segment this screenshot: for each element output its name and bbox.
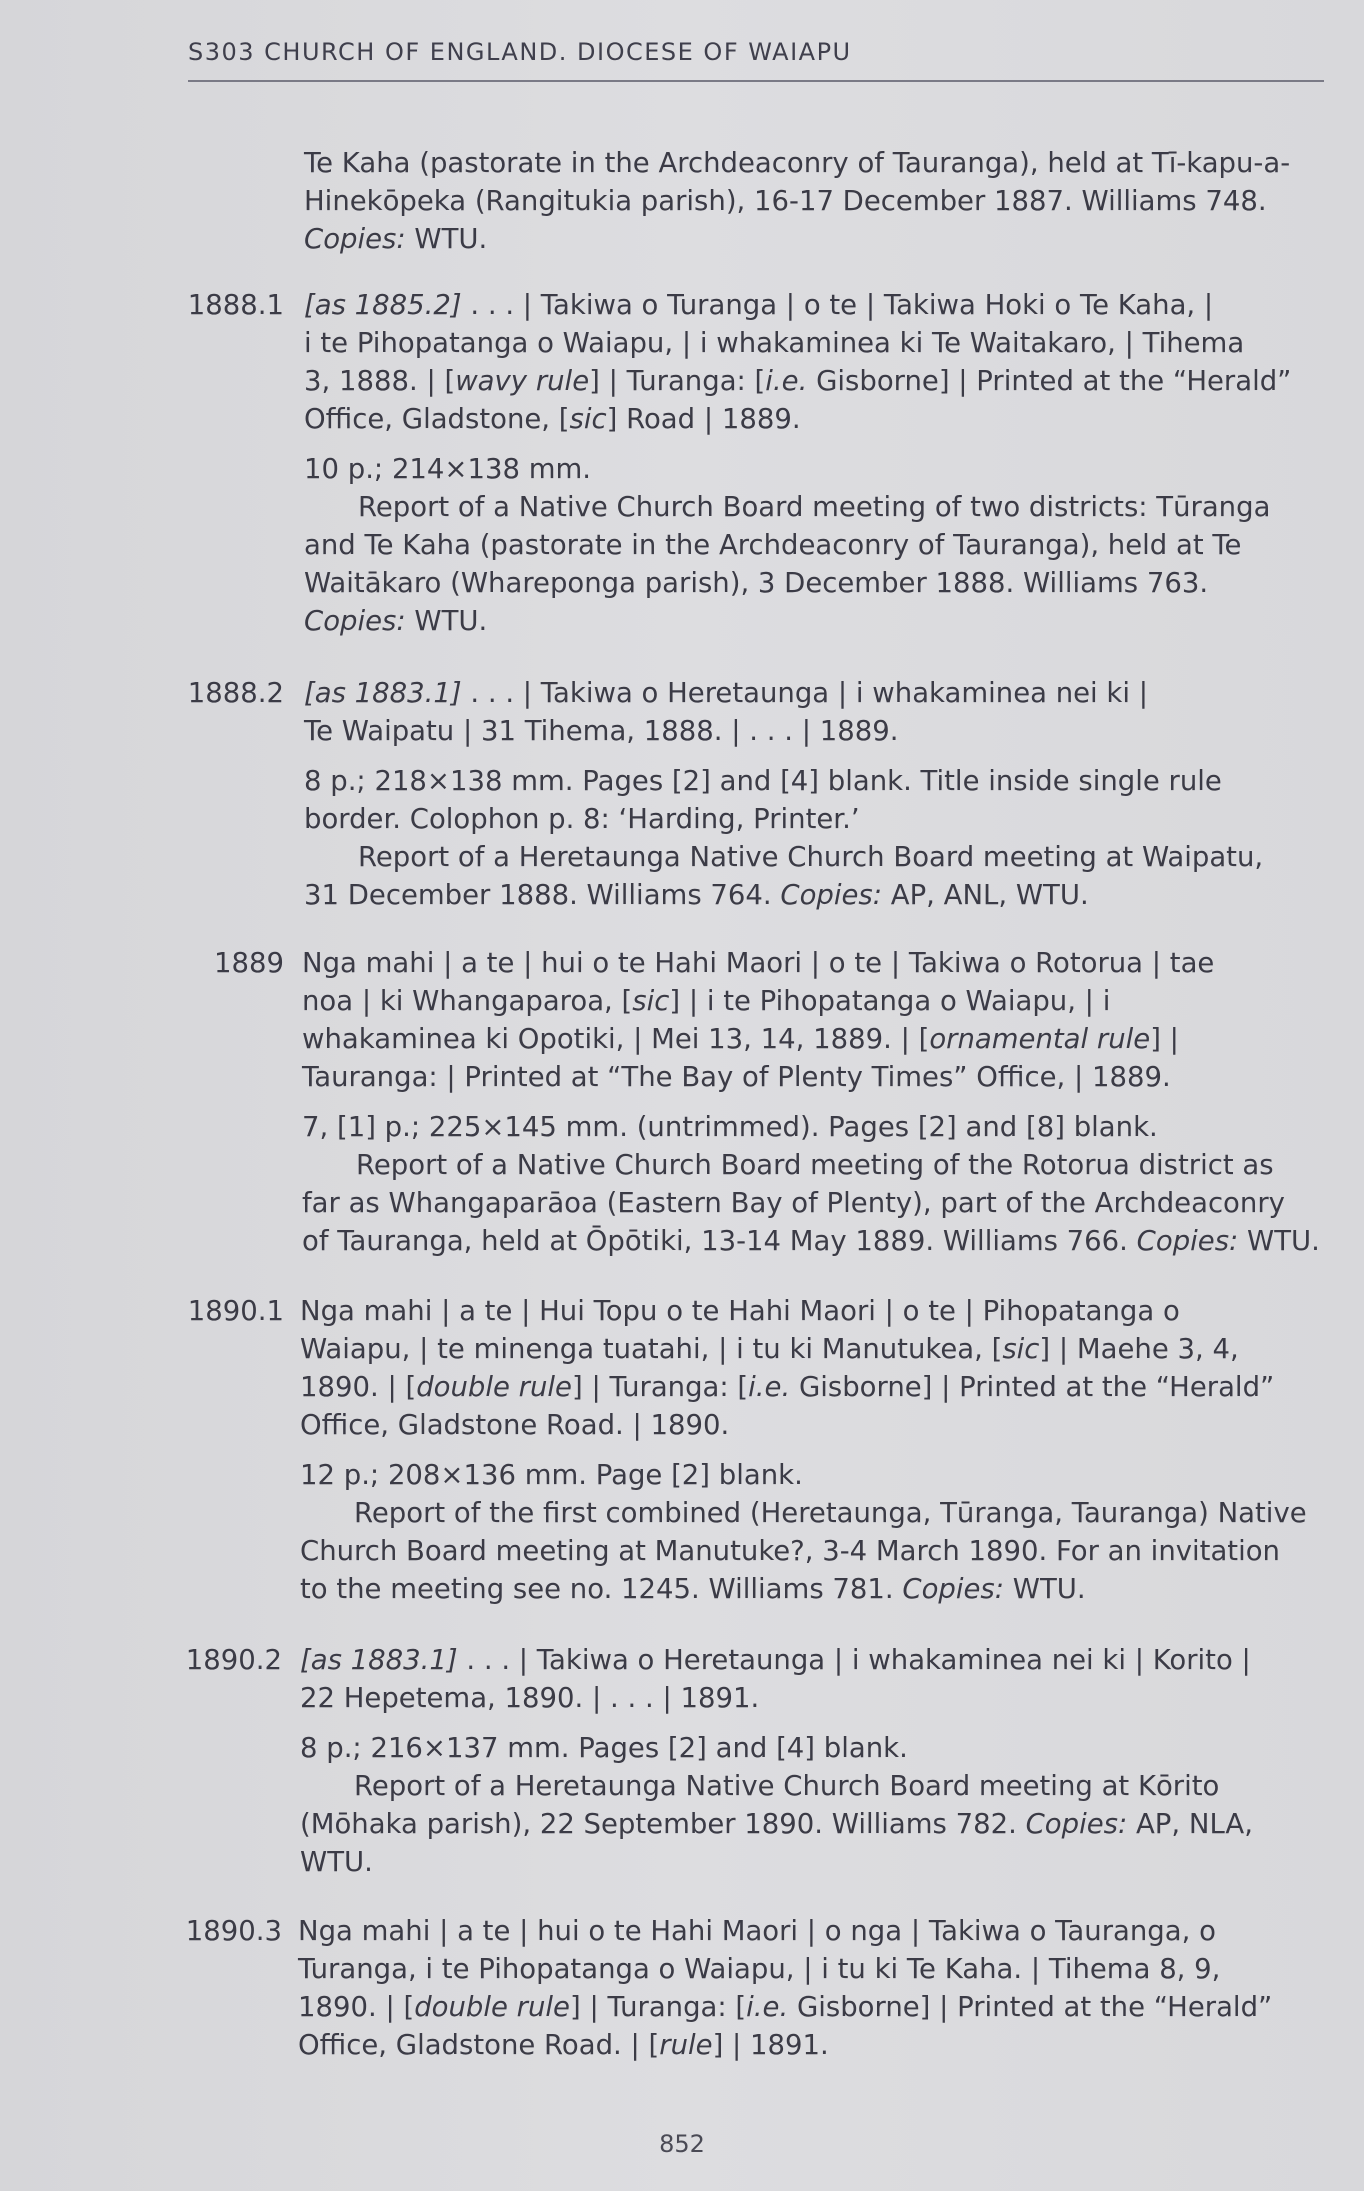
- title-text: 3, 1888. | [: [304, 365, 456, 397]
- title-italic: i.e.: [746, 1991, 789, 2023]
- copies-line: WTU.: [300, 1846, 373, 1878]
- title-text: Office, Gladstone, [: [304, 403, 570, 435]
- title-text: ] | Turanga: [: [571, 1371, 749, 1403]
- running-header: S303 CHURCH OF ENGLAND. DIOCESE OF WAIAPU: [188, 38, 852, 66]
- title-line: Nga mahi | a te | hui o te Hahi Maori | o nga | Takiwa o Tauranga, o: [298, 1915, 1216, 1947]
- title-line: Te Waipatu | 31 Tihema, 1888. | . . . | 1889.: [304, 715, 899, 747]
- title-text: ] | Turanga: [: [589, 365, 766, 397]
- entry-number: 1888.1: [187, 289, 284, 321]
- title-text: ] | 1891.: [712, 2029, 829, 2061]
- copies-value: AP, NLA,: [1127, 1808, 1253, 1840]
- entry-body: [298, 1912, 1320, 2064]
- report-line: [300, 1805, 1322, 1843]
- entry-number: 1890.2: [185, 1644, 282, 1676]
- title-text: . . . | Takiwa o Turanga | o te | Takiwa Hoki o Te Kaha, |: [461, 289, 1214, 321]
- copies-value: WTU.: [1004, 1573, 1086, 1605]
- copies-label: Copies:: [1025, 1808, 1128, 1840]
- title-italic: double rule: [414, 1991, 570, 2023]
- report-line: Report of a Native Church Board meeting of the Rotorua district as: [356, 1149, 1274, 1181]
- copies-label: Copies:: [304, 223, 406, 255]
- title-line: Nga mahi | a te | Hui Topu o te Hahi Maori | o te | Pihopatanga o: [300, 1295, 1180, 1327]
- entry-number: 1890.1: [187, 1295, 284, 1327]
- title-text: . . . | Takiwa o Heretaunga | i whakaminea nei ki | Korito |: [457, 1644, 1251, 1676]
- title-italic: wavy rule: [455, 365, 590, 397]
- title-ref: [as 1885.2]: [304, 289, 462, 321]
- copies-value: WTU.: [1238, 1225, 1320, 1257]
- title-text: 1890. | [: [300, 1371, 417, 1403]
- title-line: [300, 1641, 1322, 1679]
- report-text: to the meeting see no. 1245. Williams 781.: [300, 1573, 894, 1605]
- title-line: Nga mahi | a te | hui o te Hahi Maori | o te | Takiwa o Rotorua | tae: [302, 947, 1215, 979]
- title-text: Gisborne] | Printed at the “Herald”: [788, 1991, 1273, 2023]
- report-line: Report of a Heretaunga Native Church Board meeting at Kōrito: [354, 1770, 1220, 1802]
- report-line: Report of the first combined (Heretaunga, Tūranga, Tauranga) Native: [354, 1497, 1307, 1529]
- text-line: Hinekōpeka (Rangitukia parish), 16-17 December 1887. Williams 748.: [304, 185, 1267, 217]
- report-line: [304, 876, 1326, 914]
- entry-body: [304, 286, 1326, 640]
- title-line: [298, 1988, 1320, 2026]
- header-rule: [188, 80, 1324, 82]
- title-ref: [as 1883.1]: [300, 1644, 458, 1676]
- title-text: Gisborne] | Printed at the “Herald”: [790, 1371, 1275, 1403]
- entry-body: [302, 944, 1324, 1260]
- title-line: [300, 1330, 1322, 1368]
- copies-label: Copies:: [902, 1573, 1005, 1605]
- title-text: . . . | Takiwa o Heretaunga | i whakaminea nei ki |: [461, 677, 1149, 709]
- copies-line: [304, 220, 1326, 258]
- copies-value: WTU.: [405, 605, 488, 637]
- title-italic: sic: [1002, 1333, 1040, 1365]
- copies-label: Copies:: [780, 879, 883, 911]
- title-text: ] | Turanga: [: [569, 1991, 747, 2023]
- title-italic: rule: [659, 2029, 713, 2061]
- title-line: 22 Hepetema, 1890. | . . . | 1891.: [300, 1682, 760, 1714]
- title-line: [298, 2026, 1320, 2064]
- entry-number: 1889: [214, 947, 284, 979]
- title-line: [304, 674, 1326, 712]
- copies-line: [304, 602, 1326, 640]
- report-text: (Mōhaka parish), 22 September 1890. Williams 782.: [300, 1808, 1017, 1840]
- copies-value: WTU.: [405, 223, 488, 255]
- title-text: ] | i te Pihopatanga o Waiapu, | i: [669, 985, 1111, 1017]
- title-text: ] |: [1150, 1023, 1179, 1055]
- report-text: 31 December 1888. Williams 764.: [304, 879, 772, 911]
- title-text: noa | ki Whangaparoa, [: [302, 985, 633, 1017]
- title-italic: double rule: [416, 1371, 572, 1403]
- entry-body: [304, 144, 1326, 258]
- copies-label: Copies:: [304, 605, 406, 637]
- title-text: whakaminea ki Opotiki, | Mei 13, 14, 1889. | [: [302, 1023, 930, 1055]
- title-line: [304, 400, 1326, 438]
- report-line: far as Whangaparāoa (Eastern Bay of Plenty), part of the Archdeaconry: [302, 1187, 1285, 1219]
- report-line: and Te Kaha (pastorate in the Archdeaconry of Tauranga), held at Te: [304, 529, 1242, 561]
- title-line: i te Pihopatanga o Waiapu, | i whakaminea ki Te Waitakaro, | Tihema: [304, 327, 1245, 359]
- report-line: Report of a Native Church Board meeting of two districts: Tūranga: [358, 491, 1271, 523]
- physical-description: 12 p.; 208×136 mm. Page [2] blank.: [300, 1459, 803, 1491]
- text-line: Te Kaha (pastorate in the Archdeaconry of Tauranga), held at Tī-kapu-a-: [304, 147, 1291, 179]
- title-text: ] Road | 1889.: [606, 403, 801, 435]
- copies-value: AP, ANL, WTU.: [882, 879, 1089, 911]
- physical-description: 7, [1] p.; 225×145 mm. (untrimmed). Pages [2] and [8] blank.: [302, 1111, 1158, 1143]
- title-line: [302, 982, 1324, 1020]
- title-ref: [as 1883.1]: [304, 677, 462, 709]
- entry-body: [300, 1292, 1322, 1608]
- entry-number: 1890.3: [185, 1915, 282, 1947]
- report-line: Church Board meeting at Manutuke?, 3-4 March 1890. For an invitation: [300, 1535, 1280, 1567]
- title-italic: i.e.: [748, 1371, 791, 1403]
- report-line: Waitākaro (Whareponga parish), 3 December 1888. Williams 763.: [304, 567, 1209, 599]
- title-italic: sic: [569, 403, 607, 435]
- report-line: Report of a Heretaunga Native Church Board meeting at Waipatu,: [358, 841, 1264, 873]
- physical-description: border. Colophon p. 8: ‘Harding, Printer.’: [304, 803, 860, 835]
- title-text: Gisborne] | Printed at the “Herald”: [807, 365, 1292, 397]
- report-line: [300, 1570, 1322, 1608]
- report-text: of Tauranga, held at Ōpōtiki, 13-14 May 1889. Williams 766.: [302, 1225, 1128, 1257]
- title-text: ] | Maehe 3, 4,: [1039, 1333, 1239, 1365]
- title-italic: ornamental rule: [929, 1023, 1151, 1055]
- title-line: Office, Gladstone Road. | 1890.: [300, 1409, 730, 1441]
- report-line: [302, 1222, 1324, 1260]
- title-italic: i.e.: [765, 365, 808, 397]
- physical-description: 8 p.; 216×137 mm. Pages [2] and [4] blank.: [300, 1732, 908, 1764]
- title-line: [304, 286, 1326, 324]
- page-number: 852: [659, 2130, 705, 2158]
- physical-description: 8 p.; 218×138 mm. Pages [2] and [4] blank. Title inside single rule: [304, 765, 1222, 797]
- title-line: Turanga, i te Pihopatanga o Waiapu, | i tu ki Te Kaha. | Tihema 8, 9,: [298, 1953, 1221, 1985]
- title-line: Tauranga: | Printed at “The Bay of Plenty Times” Office, | 1889.: [302, 1061, 1171, 1093]
- copies-label: Copies:: [1136, 1225, 1239, 1257]
- title-text: Office, Gladstone Road. | [: [298, 2029, 660, 2061]
- entry-body: [300, 1641, 1322, 1881]
- entry-body: [304, 674, 1326, 914]
- title-line: [300, 1368, 1322, 1406]
- title-line: [304, 362, 1326, 400]
- title-text: 1890. | [: [298, 1991, 415, 2023]
- entry-number: 1888.2: [187, 677, 284, 709]
- title-text: Waiapu, | te minenga tuatahi, | i tu ki Manutukea, [: [300, 1333, 1003, 1365]
- title-line: [302, 1020, 1324, 1058]
- title-italic: sic: [632, 985, 670, 1017]
- physical-description: 10 p.; 214×138 mm.: [304, 453, 592, 485]
